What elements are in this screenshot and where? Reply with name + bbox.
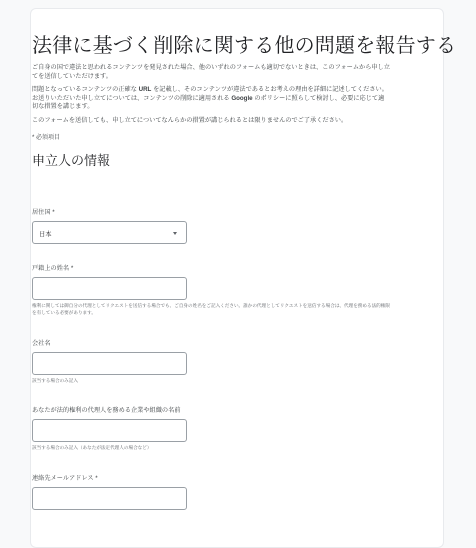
intro-paragraph-1: ご自身の国で違法と思われるコンテンツを発見された場合、他のいずれのフォームも適切でないときは、このフォームから申し立てを送信していただけます。 [32, 64, 390, 80]
company-input[interactable] [33, 354, 186, 375]
full-name-helper: 権利に関しては御自分の代理としてリクエストを送信する場合でも、ご自身の姓名をご記入ください。誰かの代理としてリクエストを送信する場合は、代理を務める法的権限を有している必要があります。 [32, 303, 390, 315]
email-field [32, 473, 392, 510]
intro-paragraph-2 [32, 86, 390, 112]
represented-org-field [32, 405, 392, 452]
intro-paragraph-3: このフォームを送信しても、申し立てについてなんらかの措置が講じられるとは限りませんのでご了承ください。 [32, 116, 348, 124]
represented-org-input[interactable] [33, 421, 186, 442]
company-field [32, 338, 392, 385]
full-name-box [32, 277, 187, 300]
represented-org-box [32, 419, 187, 442]
company-label: 会社名 [32, 340, 51, 347]
intro-2-url-emphasis: URL [138, 86, 152, 94]
email-input[interactable] [33, 489, 186, 510]
email-label: 連絡先メールアドレス * [32, 475, 98, 482]
section-title: 申立人の情報 [32, 152, 111, 168]
intro-2-google-emphasis: Google [231, 94, 253, 102]
full-name-label: 戸籍上の姓名 * [32, 265, 74, 272]
company-helper: 該当する場合のみ記入 [32, 378, 78, 383]
chevron-down-icon [173, 232, 177, 235]
full-name-field [32, 263, 392, 316]
intro-2-text-b: を記載し、そのコンテンツが違法であるとお考えの理由を詳細に記述してください。お送りいただいた申し立てについては、コンテンツの削除に適用される [32, 86, 388, 102]
country-label: 居住国 * [32, 209, 55, 216]
intro-2-text-c: のポリシーに照らして検討し、必要に応じて適切な措置を講じます。 [32, 94, 385, 111]
country-field [32, 207, 392, 244]
full-name-input[interactable] [33, 279, 186, 300]
required-note: * 必須項目 [32, 134, 61, 141]
represented-org-helper: 該当する場合のみ記入（あなたが法定代理人の場合など） [32, 445, 152, 450]
country-select-value: 日本 [39, 231, 52, 238]
country-select[interactable] [32, 221, 187, 244]
represented-org-label: あなたが法的権利の代理人を務める企業や組織の名前 [32, 407, 181, 414]
email-box [32, 487, 187, 510]
page-title: 法律に基づく削除に関する他の問題を報告する [32, 35, 457, 57]
form-header [32, 34, 457, 169]
intro-2-text-a: 問題となっているコンテンツの正確な [32, 86, 137, 94]
company-box [32, 352, 187, 375]
